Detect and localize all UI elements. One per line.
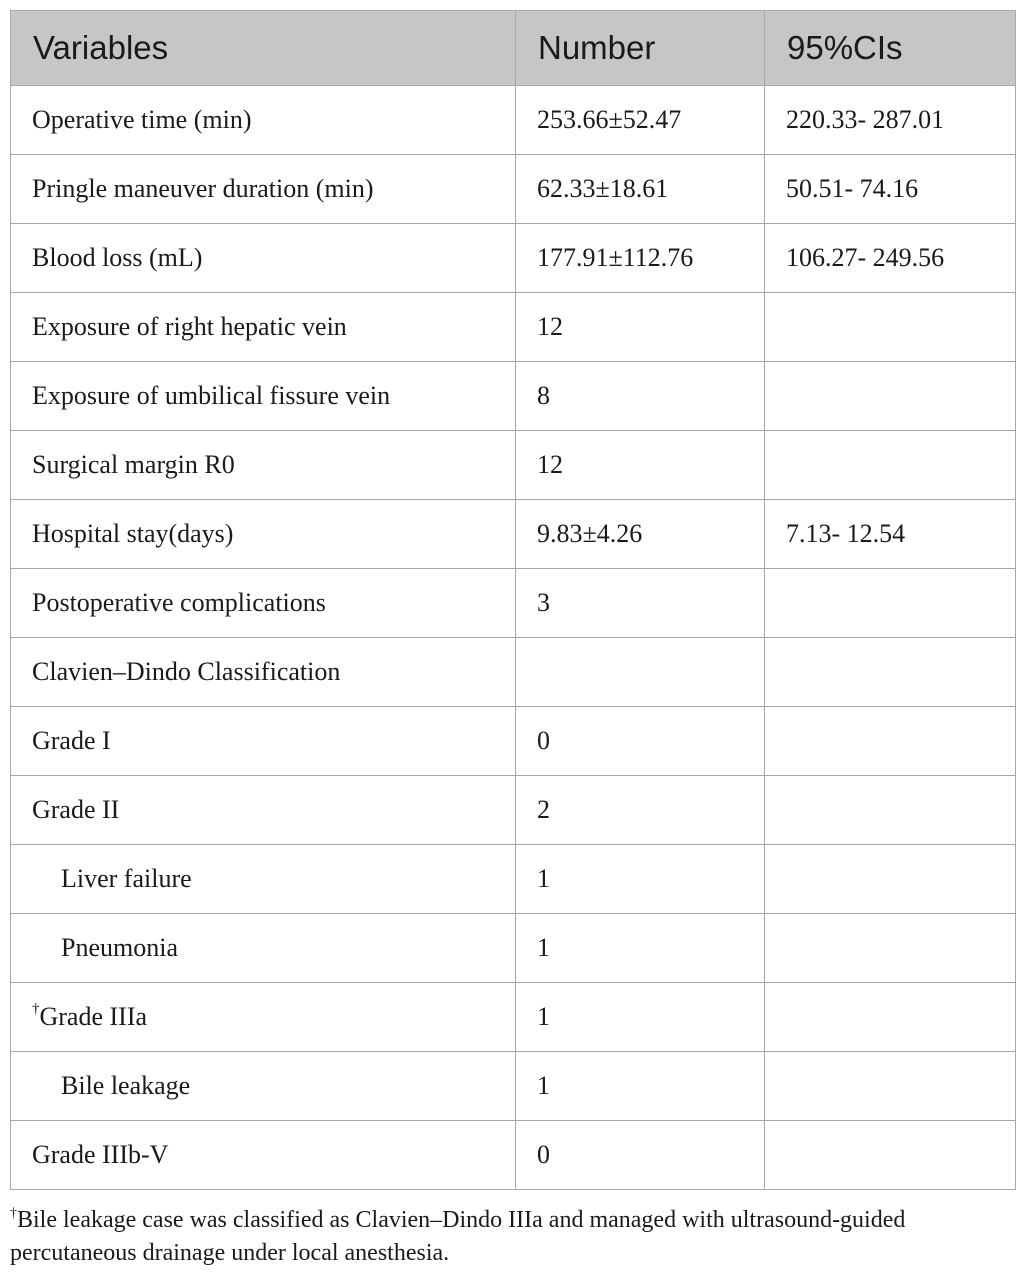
cell-ci: [765, 914, 1016, 983]
cell-number: 1: [516, 1052, 765, 1121]
cell-number: 1: [516, 845, 765, 914]
table-row: [11, 155, 1016, 224]
table-row: [11, 293, 1016, 362]
cell-number: 177.91±112.76: [516, 224, 765, 293]
cell-number: 8: [516, 362, 765, 431]
cell-number: 1: [516, 914, 765, 983]
table-row: [11, 1121, 1016, 1190]
footnote-dagger-mark: †: [10, 1206, 17, 1221]
cell-number: 1: [516, 983, 765, 1052]
cell-variable: Liver failure: [11, 845, 516, 914]
table-header-row: [11, 11, 1016, 86]
cell-number: 2: [516, 776, 765, 845]
cell-variable: Grade I: [11, 707, 516, 776]
cell-variable: Bile leakage: [11, 1052, 516, 1121]
cell-ci: [765, 845, 1016, 914]
table-row: [11, 638, 1016, 707]
cell-variable: Exposure of umbilical fissure vein: [11, 362, 516, 431]
surgical-outcomes-table: [10, 10, 1016, 1190]
cell-number: 12: [516, 431, 765, 500]
cell-ci: 7.13- 12.54: [765, 500, 1016, 569]
cell-number: 12: [516, 293, 765, 362]
cell-variable: Clavien–Dindo Classification: [11, 638, 516, 707]
table-row: [11, 431, 1016, 500]
footnote-text: Bile leakage case was classified as Clavien–Dindo IIIa and managed with ultrasound-guided percutaneous drainage under local anesthesia.: [10, 1207, 906, 1266]
table-row: [11, 983, 1016, 1052]
cell-ci: [765, 569, 1016, 638]
cell-variable: Postoperative complications: [11, 569, 516, 638]
table-footnote: [10, 1204, 1020, 1270]
results-table-container: [10, 10, 1015, 1190]
table-row: [11, 707, 1016, 776]
cell-ci: 220.33- 287.01: [765, 86, 1016, 155]
cell-variable: Exposure of right hepatic vein: [11, 293, 516, 362]
cell-number: 253.66±52.47: [516, 86, 765, 155]
table-row: [11, 776, 1016, 845]
cell-ci: [765, 707, 1016, 776]
table-row: [11, 500, 1016, 569]
cell-variable: Grade II: [11, 776, 516, 845]
cell-variable: Hospital stay(days): [11, 500, 516, 569]
cell-number: [516, 638, 765, 707]
cell-number: 0: [516, 1121, 765, 1190]
cell-variable: Blood loss (mL): [11, 224, 516, 293]
cell-number: 62.33±18.61: [516, 155, 765, 224]
cell-variable: Operative time (min): [11, 86, 516, 155]
cell-variable: Pneumonia: [11, 914, 516, 983]
header-95-cis: 95%CIs: [765, 11, 1016, 86]
cell-number: 3: [516, 569, 765, 638]
cell-ci: [765, 431, 1016, 500]
cell-variable: Pringle maneuver duration (min): [11, 155, 516, 224]
cell-ci: [765, 638, 1016, 707]
cell-variable: Grade IIIb-V: [11, 1121, 516, 1190]
header-number: Number: [516, 11, 765, 86]
cell-number: 0: [516, 707, 765, 776]
cell-variable: Surgical margin R0: [11, 431, 516, 500]
cell-number: 9.83±4.26: [516, 500, 765, 569]
dagger-mark: †: [32, 1001, 40, 1017]
table-row: [11, 845, 1016, 914]
cell-ci: [765, 983, 1016, 1052]
cell-variable: [11, 983, 516, 1052]
cell-ci: 106.27- 249.56: [765, 224, 1016, 293]
cell-ci: [765, 362, 1016, 431]
table-row: [11, 569, 1016, 638]
cell-ci: [765, 776, 1016, 845]
table-row: [11, 86, 1016, 155]
table-row: [11, 1052, 1016, 1121]
cell-ci: 50.51- 74.16: [765, 155, 1016, 224]
table-row: [11, 224, 1016, 293]
cell-ci: [765, 1121, 1016, 1190]
table-row: [11, 362, 1016, 431]
header-variables: Variables: [11, 11, 516, 86]
table-row: [11, 914, 1016, 983]
cell-ci: [765, 293, 1016, 362]
cell-ci: [765, 1052, 1016, 1121]
cell-variable-text: Grade IIIa: [39, 1002, 148, 1031]
